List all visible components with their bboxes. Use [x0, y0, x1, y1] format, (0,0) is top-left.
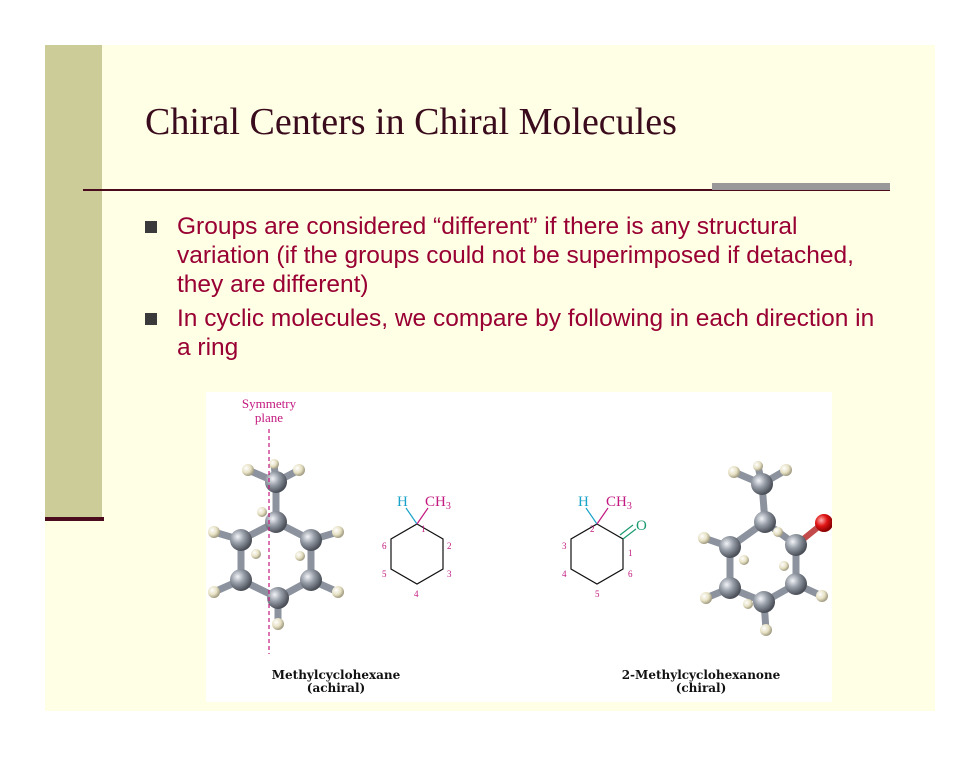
svg-text:3: 3 — [447, 569, 452, 579]
title-rule-accent — [712, 183, 890, 190]
slide-sidebar — [45, 45, 102, 519]
right-molecule-caption — [601, 669, 801, 695]
molecule-drawings — [206, 392, 832, 702]
bullet-item — [145, 304, 885, 362]
ring-numbers-left — [382, 524, 452, 599]
svg-text:2: 2 — [447, 541, 452, 551]
svg-text:4: 4 — [414, 589, 419, 599]
hydrogen-label: H — [397, 494, 408, 510]
svg-text:3: 3 — [562, 541, 567, 551]
oxygen-label: O — [636, 518, 647, 534]
ring-numbers-right — [562, 524, 633, 599]
svg-text:1: 1 — [421, 524, 426, 534]
svg-text:5: 5 — [595, 589, 600, 599]
svg-text:5: 5 — [382, 569, 387, 579]
slide-title: Chiral Centers in Chiral Molecules — [145, 101, 677, 143]
hydrogen-label: H — [578, 494, 589, 510]
left-molecule-name: Methylcyclohexane — [271, 668, 401, 682]
methylcyclohexane-skeletal — [391, 508, 443, 584]
left-molecule-caption — [236, 669, 436, 695]
methyl-label: $CH_3$ — [606, 494, 632, 512]
square-bullet-icon — [145, 221, 157, 233]
svg-text:6: 6 — [382, 541, 387, 551]
molecule-figure — [206, 392, 832, 702]
svg-text:2: 2 — [590, 524, 595, 534]
svg-text:4: 4 — [562, 569, 567, 579]
symmetry-plane-label: Symmetry plane — [241, 396, 297, 425]
svg-text:6: 6 — [628, 569, 633, 579]
bullet-text: In cyclic molecules, we compare by following in each direction in a ring — [177, 305, 875, 361]
right-molecule-note: (chiral) — [675, 681, 727, 695]
right-molecule-name: 2-Methylcyclohexanone — [621, 668, 781, 682]
methyl-label: $CH_3$ — [425, 494, 451, 512]
methylcyclohexanone-skeletal — [571, 508, 636, 584]
methylcyclohexanone-atoms — [698, 461, 832, 636]
bullet-list — [145, 212, 885, 367]
square-bullet-icon — [145, 313, 157, 325]
bullet-text: Groups are considered “different” if there is any structural variation (if the groups could not be superimposed if detached, they are different) — [177, 213, 854, 298]
bullet-item — [145, 212, 885, 299]
sidebar-divider — [45, 517, 104, 521]
left-molecule-note: (achiral) — [306, 681, 366, 695]
methylcyclohexane-atoms — [208, 459, 344, 630]
svg-text:1: 1 — [628, 548, 633, 558]
